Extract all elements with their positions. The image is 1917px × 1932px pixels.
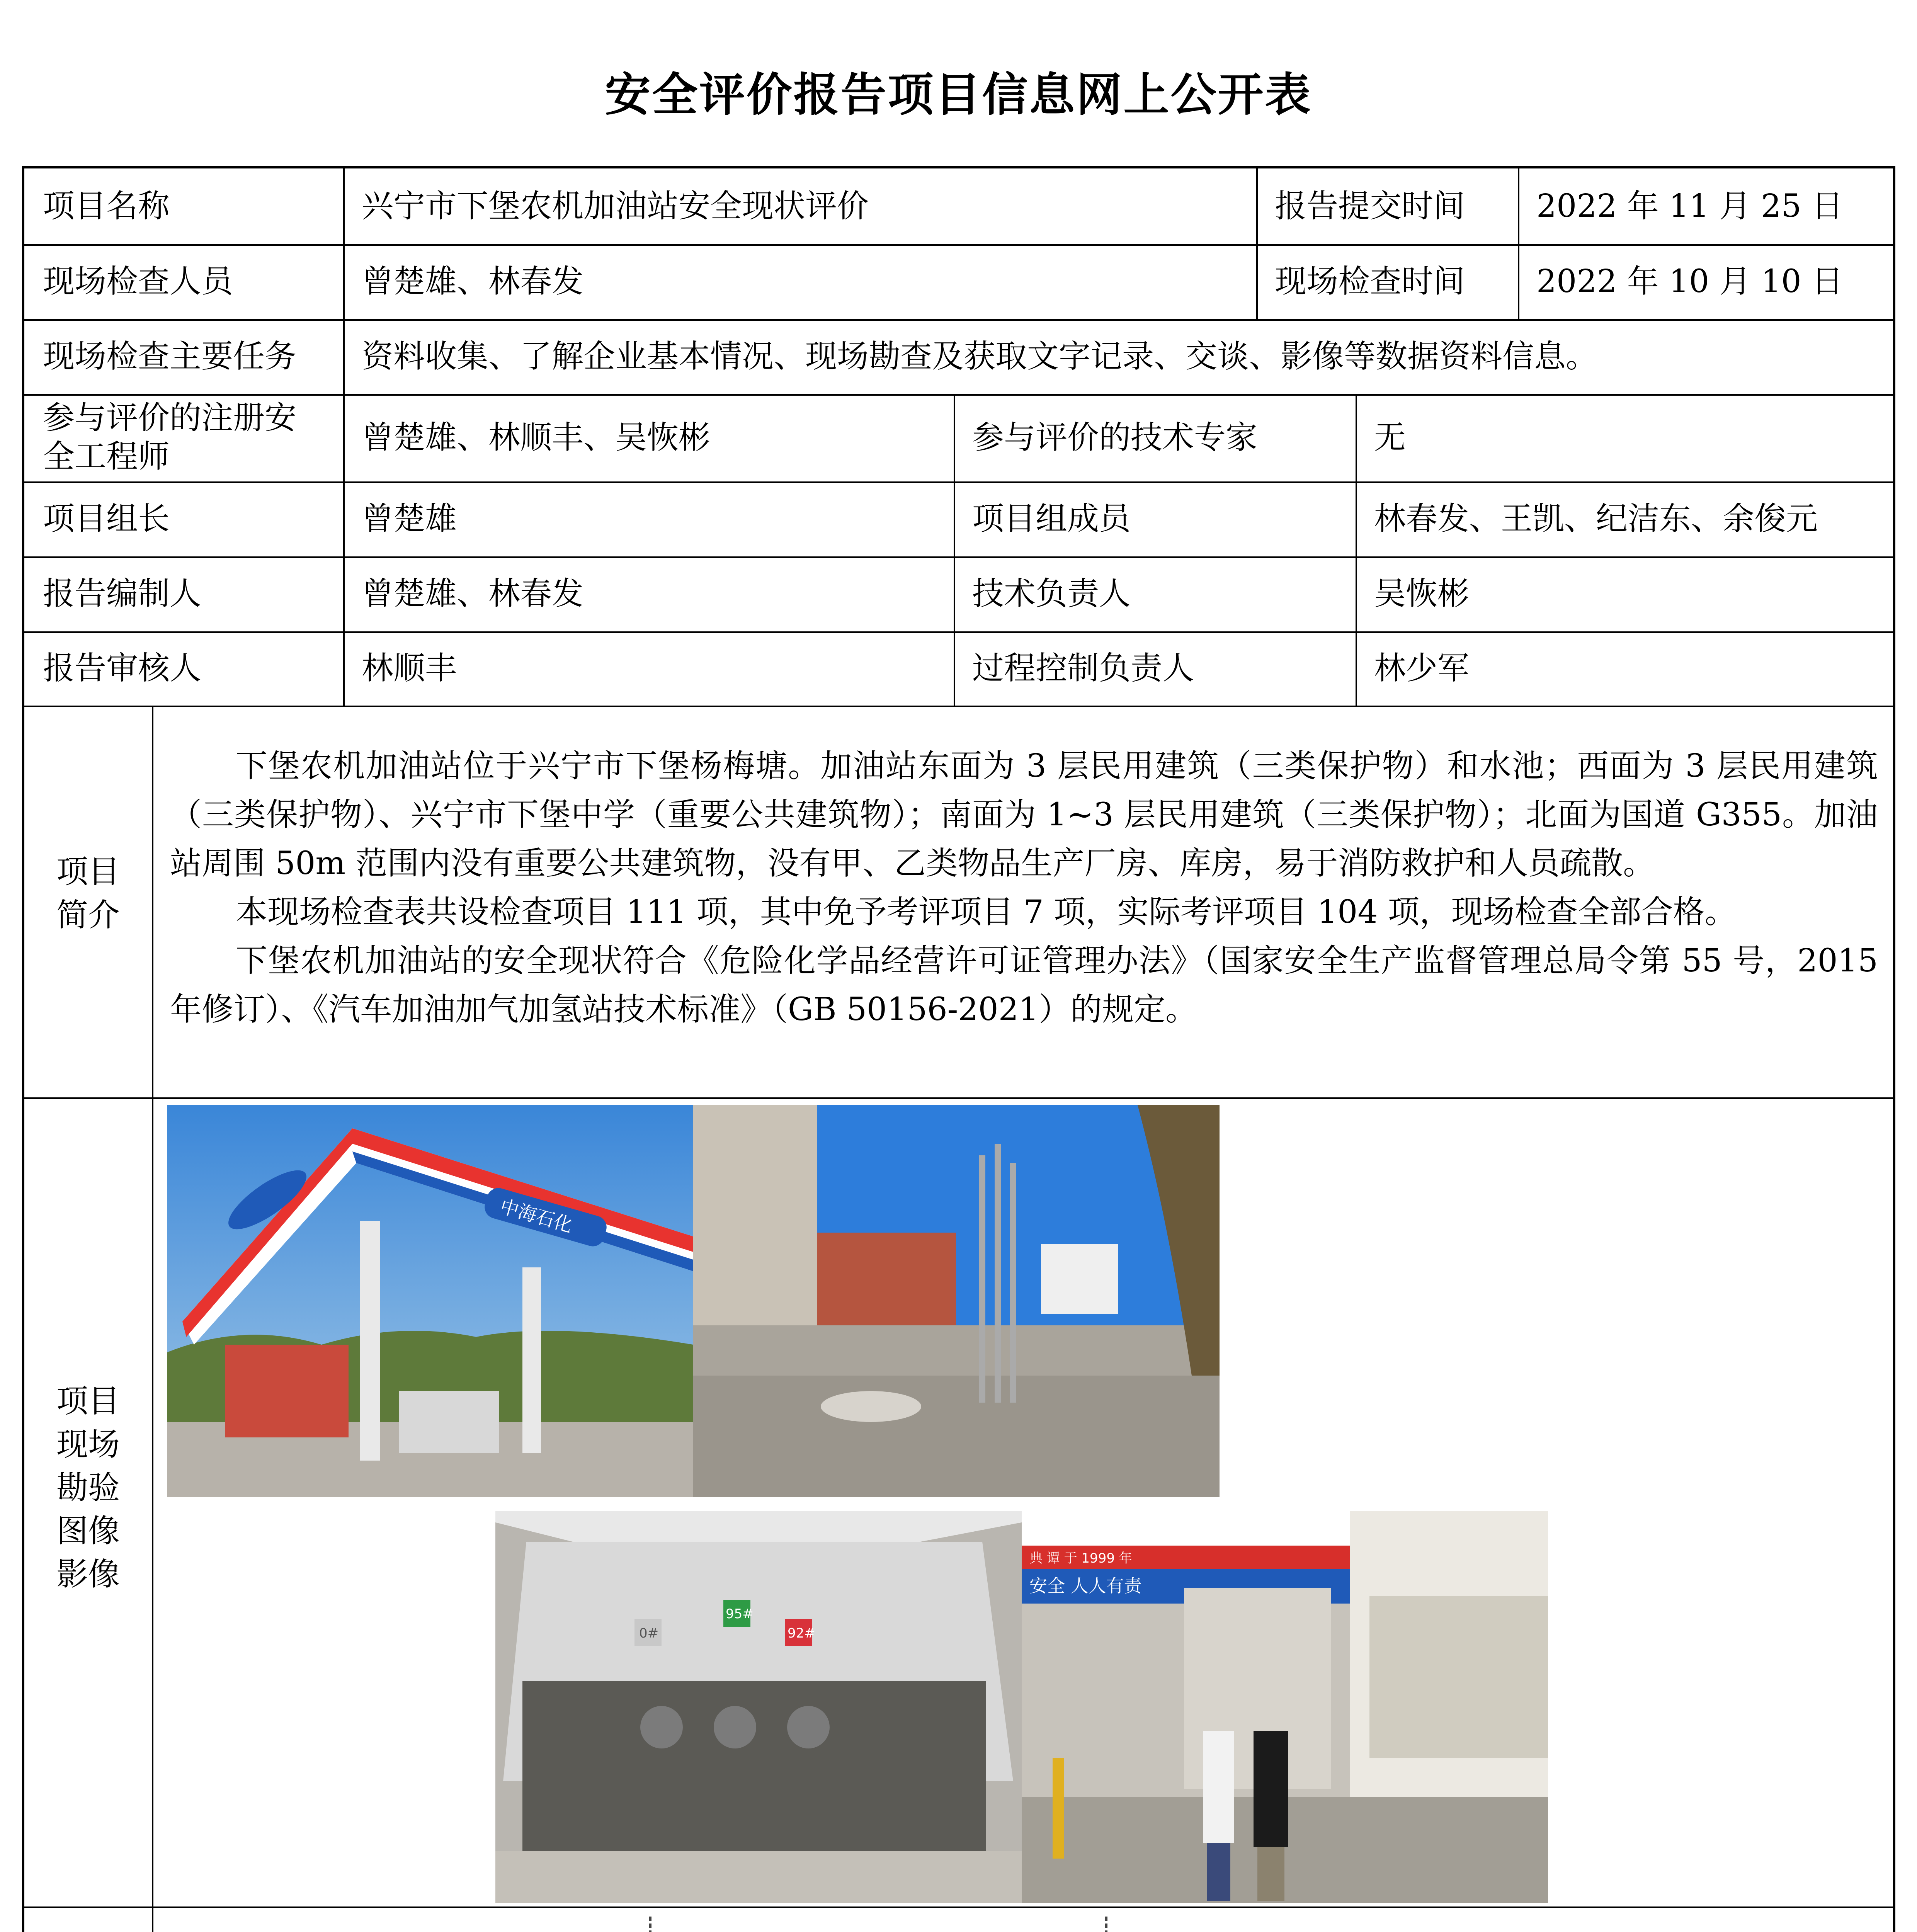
inspectors-value: 曾楚雄、林春发 [362, 263, 584, 300]
compiler-label: 报告编制人 [43, 575, 202, 612]
page-divider [649, 1917, 651, 1932]
members-label: 项目组成员 [972, 500, 1131, 537]
report-staff-page [657, 1917, 1097, 1932]
intro-paragraph-2: 本现场检查表共设检查项目 111 项，其中免予考评项目 7 项，实际考评项目 104 项，现场检查全部合格。 [236, 894, 1737, 930]
intro-label: 项目 简介 [56, 854, 120, 934]
submit-time-label: 报告提交时间 [1275, 188, 1465, 224]
leader-label: 项目组长 [43, 500, 170, 537]
photo-tank-manhole [495, 1511, 1022, 1903]
inspect-time-label: 现场检查时间 [1275, 263, 1465, 300]
tank-label-95: 95# [726, 1606, 754, 1622]
page-divider [1105, 1917, 1107, 1932]
inspectors-label: 现场检查人员 [43, 263, 233, 300]
project-name-label: 项目名称 [43, 188, 170, 224]
tech-lead-label: 技术负责人 [972, 575, 1131, 612]
intro-paragraph-1: 下堡农机加油站位于兴宁市下堡杨梅塘。加油站东面为 3 层民用建筑（三类保护物）和水池；西面为 3 层民用建筑（三类保护物）、兴宁市下堡中学（重要公共建筑物）；南面为 1~3 层民用建筑（三类保护物）；北面为国道 G355。加油站周围 50m 范围内没有重要公共建筑物，没有甲、乙类物品生产厂房、库房，易于消防救护和人员疏散。 [170, 748, 1878, 882]
tank-label-0: 0# [639, 1626, 659, 1641]
compiler-value: 曾楚雄、林春发 [362, 575, 584, 612]
reviewer-label: 报告审核人 [43, 650, 202, 687]
process-lead-value: 林少军 [1374, 650, 1470, 687]
photos-label: 项目 现场 勘验 图像 影像 [56, 1383, 120, 1593]
page-title: 安全评价报告项目信息网上公开表 [605, 68, 1312, 121]
report-conclusion-page [1121, 1917, 1561, 1932]
inspect-time-value: 2022 年 10 月 10 日 [1536, 263, 1843, 300]
report-cover-page [170, 1917, 634, 1932]
photo-tank-yard [693, 1105, 1220, 1497]
reviewer-value: 林顺丰 [362, 650, 457, 687]
tech-lead-value: 吴恢彬 [1374, 575, 1470, 612]
main-tasks-value: 资料收集、了解企业基本情况、现场勘查及获取文字记录、交谈、影像等数据资料信息。 [362, 338, 1598, 375]
tank-label-92: 92# [788, 1626, 815, 1641]
engineers-label [24, 394, 343, 481]
photo-staff [1022, 1511, 1548, 1903]
main-tasks-label: 现场检查主要任务 [43, 338, 297, 375]
wall-banner: 安全 人人有责 [1029, 1575, 1142, 1596]
process-lead-label: 过程控制负责人 [972, 650, 1194, 687]
experts-label: 参与评价的技术专家 [972, 419, 1258, 456]
experts-value: 无 [1374, 419, 1406, 456]
canopy-brand-text: 中海石化 [497, 1195, 575, 1237]
engineers-label-line1: 参与评价的注册安 [43, 400, 297, 436]
project-name-value: 兴宁市下堡农机加油站安全现状评价 [362, 188, 869, 224]
members-value: 林春发、王凯、纪洁东、余俊元 [1374, 500, 1818, 537]
photo-canopy [167, 1105, 693, 1497]
submit-time-value: 2022 年 11 月 25 日 [1536, 188, 1843, 224]
intro-paragraph-3: 下堡农机加油站的安全现状符合《危险化学品经营许可证管理办法》（国家安全生产监督管理总局令第 55 号，2015 年修订）、《汽车加油加气加氢站技术标准》（GB 50156-2021）的规定。 [170, 942, 1878, 1028]
leader-value: 曾楚雄 [362, 500, 457, 537]
intro-text [170, 742, 1878, 1034]
engineers-value: 曾楚雄、林顺丰、吴恢彬 [362, 419, 711, 456]
engineers-label-line2: 全工程师 [43, 438, 170, 475]
shop-sign-top: 典 谭 于 1999 年 [1029, 1551, 1132, 1566]
